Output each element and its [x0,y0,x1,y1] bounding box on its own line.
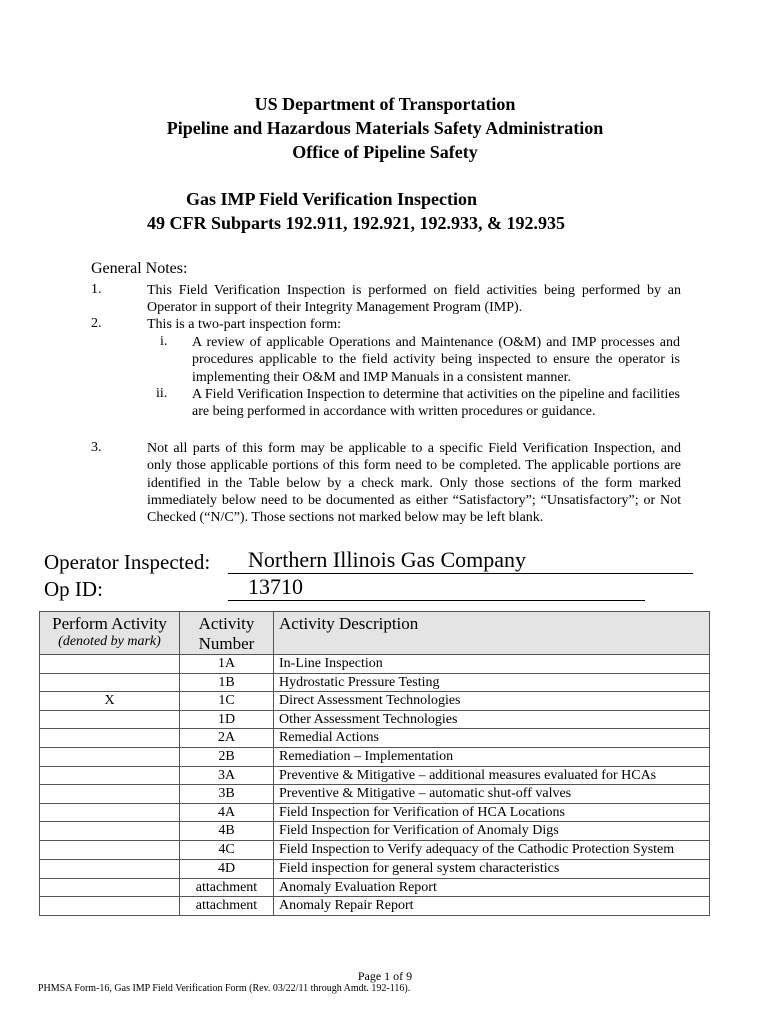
table-row [40,785,710,804]
table-row [40,897,710,916]
table-row [40,766,710,785]
perform-mark-4d[interactable] [40,859,180,878]
operator-label: Operator Inspected: [44,550,211,574]
table-row [40,729,710,748]
page-number: Page 1 of 9 [357,969,413,983]
activity-number: 3B [180,785,274,804]
perform-mark-3a[interactable] [40,766,180,785]
activity-table [39,611,710,916]
activity-description: Field Inspection to Verify adequacy of the Cathodic Protection System [274,840,710,859]
table-row [40,878,710,897]
activity-description: Preventive & Mitigative – automatic shut-off valves [274,785,710,804]
activity-number-label-1: Activity [198,614,255,633]
note-2i-number: i. [160,334,168,349]
form-subtitle: 49 CFR Subparts 192.911, 192.921, 192.933, & 192.935 [147,213,566,233]
perform-activity-label: Perform Activity [52,614,167,633]
activity-description: Remedial Actions [274,729,710,748]
perform-mark-4c[interactable] [40,840,180,859]
table-header-row [40,612,710,655]
notes-heading: General Notes: [91,260,188,277]
activity-description: Field Inspection for Verification of HCA Locations [274,803,710,822]
activity-number: 4A [180,803,274,822]
table-row [40,803,710,822]
table-row [40,747,710,766]
activity-description: Anomaly Repair Report [274,897,710,916]
table-row [40,859,710,878]
perform-mark-4b[interactable] [40,822,180,841]
table-row [40,655,710,674]
table-row [40,692,710,711]
table-row [40,673,710,692]
activity-description: In-Line Inspection [274,655,710,674]
note-2-number: 2. [91,316,102,331]
perform-activity-sublabel: (denoted by mark) [58,634,161,649]
activity-number: 1D [180,710,274,729]
activity-number: 3A [180,766,274,785]
activity-number: attachment [180,878,274,897]
form-title: Gas IMP Field Verification Inspection [186,189,478,209]
perform-mark-1a[interactable] [40,655,180,674]
note-2ii-text: A Field Verification Inspection to determine that activities on the pipeline and facilities are being performed in accordance with written procedures or guidance. [192,387,680,420]
activity-number: 2B [180,747,274,766]
activity-number: 1A [180,655,274,674]
office-title: Office of Pipeline Safety [292,142,478,162]
perform-mark-1b[interactable] [40,673,180,692]
activity-number: attachment [180,897,274,916]
note-2i-text: A review of applicable Operations and Maintenance (O&M) and IMP processes and procedures applicable to the field activity being inspected to ensure the operator is implementing their O&M and IMP Manuals in a consistent manner. [192,335,680,385]
note-1-text: This Field Verification Inspection is performed on field activities being performed by an Operator in support of their Integrity Management Program (IMP). [147,283,681,316]
activity-description: Field Inspection for Verification of Anomaly Digs [274,822,710,841]
perform-mark-attachment-2[interactable] [40,897,180,916]
note-2-text: This is a two-part inspection form: [147,317,342,332]
note-3-number: 3. [91,440,102,455]
activity-number: 4B [180,822,274,841]
table-row [40,840,710,859]
opid-label: Op ID: [44,577,103,601]
perform-mark-2a[interactable] [40,729,180,748]
activity-description: Hydrostatic Pressure Testing [274,673,710,692]
activity-description: Direct Assessment Technologies [274,692,710,711]
operator-value: Northern Illinois Gas Company [228,547,693,574]
perform-activity-header [40,612,180,655]
perform-mark-attachment-1[interactable] [40,878,180,897]
agency-title: US Department of Transportation [254,94,516,114]
activity-description-header: Activity Description [274,612,710,655]
administration-title: Pipeline and Hazardous Materials Safety Administration [166,118,604,138]
activity-description: Anomaly Evaluation Report [274,878,710,897]
perform-mark-3b[interactable] [40,785,180,804]
note-2ii-number: ii. [156,386,168,401]
activity-number: 2A [180,729,274,748]
activity-number-label-2: Number [198,634,255,653]
table-row [40,710,710,729]
activity-description: Field inspection for general system characteristics [274,859,710,878]
activity-description: Preventive & Mitigative – additional measures evaluated for HCAs [274,766,710,785]
form-reference: PHMSA Form-16, Gas IMP Field Verification Form (Rev. 03/22/11 through Amdt. 192-116). [38,983,411,994]
activity-number: 1C [180,692,274,711]
activity-description: Remediation – Implementation [274,747,710,766]
note-3-text: Not all parts of this form may be applicable to a specific Field Verification Inspection, and only those applicable portions of this form need to be completed. The applicable portions are identified in the Table below by a check mark. Only those sections of the form marked immediately below need to be documented as either “Satisfactory”; “Unsatisfactory”; or Not Checked (“N/C”). Those sections not marked below may be left blank. [147,441,681,526]
table-row [40,822,710,841]
activity-number: 4D [180,859,274,878]
perform-mark-1c[interactable]: X [40,692,180,711]
activity-number-header [180,612,274,655]
activity-description: Other Assessment Technologies [274,710,710,729]
perform-mark-2b[interactable] [40,747,180,766]
activity-number: 4C [180,840,274,859]
opid-value: 13710 [228,574,645,601]
note-1-number: 1. [91,282,102,297]
perform-mark-4a[interactable] [40,803,180,822]
activity-number: 1B [180,673,274,692]
perform-mark-1d[interactable] [40,710,180,729]
